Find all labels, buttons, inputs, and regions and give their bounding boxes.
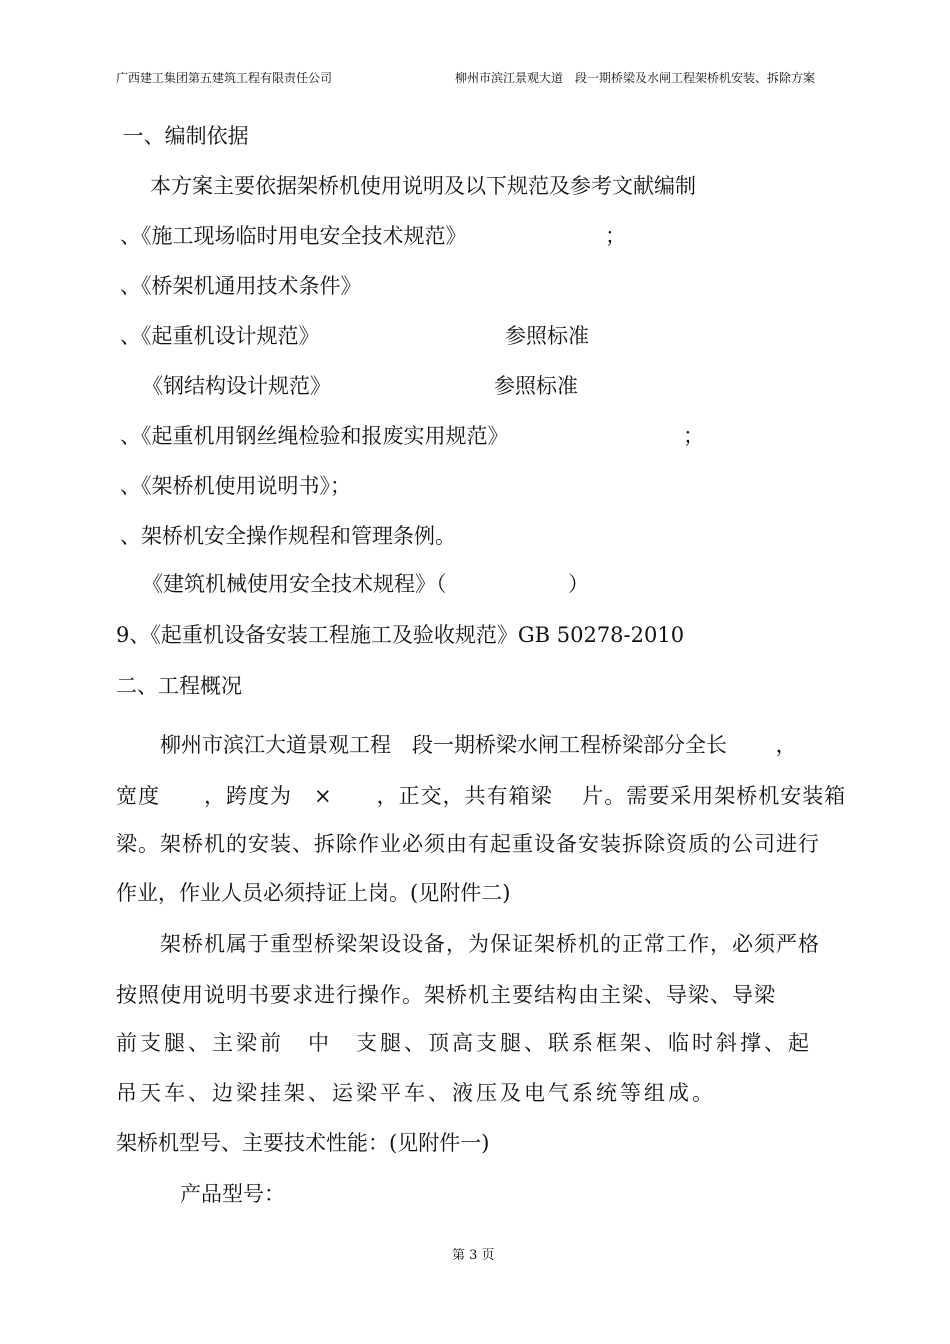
- basis-item-9: 9、《起重机设备安装工程施工及验收规范》GB 50278-2010: [116, 623, 685, 647]
- basis-item-3: 、《起重机设计规范》: [120, 324, 320, 348]
- basis-item-5-suffix: ；: [683, 424, 704, 448]
- spec-heading: 架桥机型号、主要技术性能：(见附件一): [116, 1131, 490, 1155]
- overview-para1-line1: 柳州市滨江大道景观工程 段一期桥梁水闸工程桥梁部分全长 ，: [160, 733, 797, 757]
- basis-item-6: 、《架桥机使用说明书》；: [120, 474, 351, 498]
- overview-para1-line2: 宽度 ，跨度为 × ，正交，共有箱梁 片。需要采用架桥机安装箱: [116, 784, 847, 808]
- basis-item-4-suffix: 参照标准: [494, 374, 578, 398]
- overview-para2-line4: 吊天车、边梁挂架、运梁平车、液压及电气系统等组成。: [116, 1081, 716, 1105]
- basis-item-1: 、《施工现场临时用电安全技术规范》: [120, 224, 467, 248]
- section-heading-overview: 二、工程概况: [116, 674, 242, 698]
- basis-item-2: 、《桥架机通用技术条件》: [120, 274, 362, 298]
- overview-para1-line4: 作业，作业人员必须持证上岗。(见附件二): [116, 881, 511, 905]
- model-label: 产品型号：: [180, 1182, 285, 1206]
- basis-item-8-suffix: ）: [568, 572, 589, 596]
- basis-item-5: 、《起重机用钢丝绳检验和报废实用规范》: [120, 424, 509, 448]
- overview-para2-line2: 按照使用说明书要求进行操作。架桥机主要结构由主梁、导梁、导梁: [116, 983, 776, 1007]
- header-company: 广西建工集团第五建筑工程有限责任公司: [116, 71, 333, 85]
- section-heading-basis: 一、编制依据: [116, 124, 249, 148]
- basis-item-7: 、架桥机安全操作规程和管理条例。: [120, 524, 456, 548]
- page-number: 第 3 页: [452, 1248, 495, 1263]
- basis-item-1-suffix: ；: [605, 224, 626, 248]
- overview-para2-line3: 前支腿、主梁前 中 支腿、顶高支腿、联系框架、临时斜撑、起: [116, 1031, 812, 1055]
- basis-item-8: 《建筑机械使用安全技术规程》（: [142, 572, 447, 596]
- overview-para1-line3: 梁。架桥机的安装、拆除作业必须由有起重设备安装拆除资质的公司进行: [116, 832, 820, 856]
- overview-para2-line1: 架桥机属于重型桥梁架设设备，为保证架桥机的正常工作，必须严格: [160, 932, 820, 956]
- basis-item-4: 《钢结构设计规范》: [142, 374, 331, 398]
- basis-intro: 本方案主要依据架桥机使用说明及以下规范及参考文献编制: [150, 174, 696, 198]
- basis-item-3-suffix: 参照标准: [505, 324, 589, 348]
- header-project-title: 柳州市滨江景观大道 段一期桥梁及水闸工程架桥机安装、拆除方案: [455, 71, 816, 85]
